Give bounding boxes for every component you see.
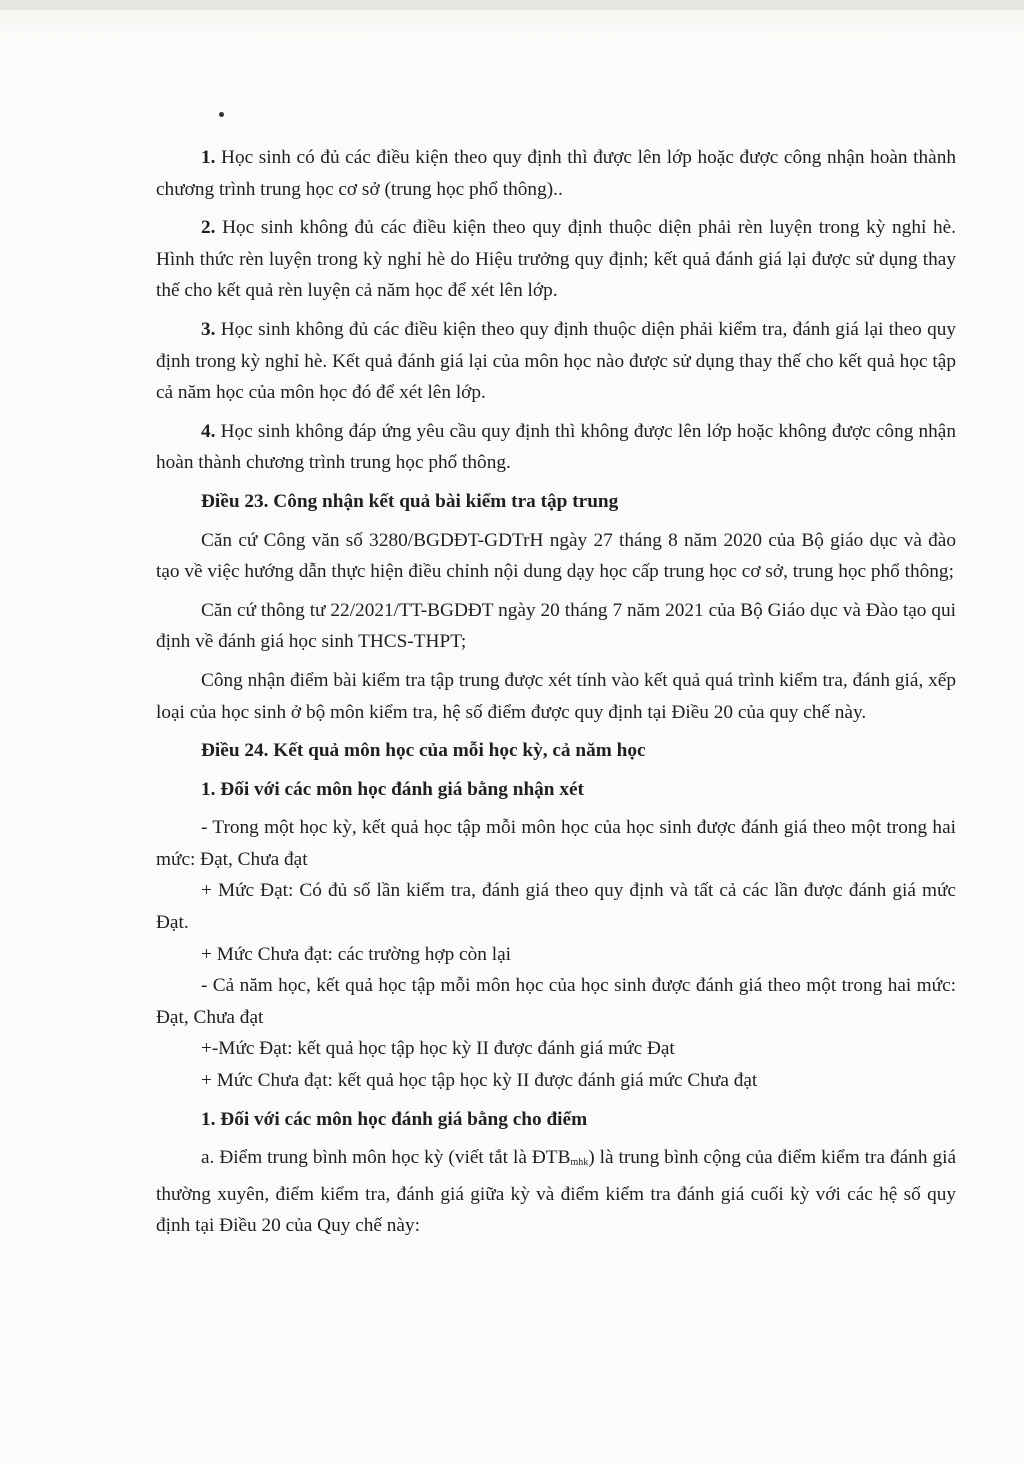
article-24-subheading-1: 1. Đối với các môn học đánh giá bằng nhận xét	[201, 778, 584, 800]
article-23-heading: Điều 23. Công nhận kết quả bài kiểm tra tập trung	[201, 490, 619, 512]
article-24-paragraph-a	[156, 1142, 956, 1242]
article-24-line-1: - Trong một học kỳ, kết quả học tập mỗi môn học của học sinh được đánh giá theo một trong hai mức: Đạt, Chưa đạt	[156, 817, 956, 870]
paragraph-a-start: a. Điểm trung bình môn học kỳ (viết tắt là ĐTB	[201, 1147, 571, 1169]
item-3-text: Học sinh không đủ các điều kiện theo quy định thuộc diện phải kiểm tra, đánh giá lại theo quy định trong kỳ nghỉ hè. Kết quả đánh giá lại của môn học nào được sử dụng thay thế cho kết quả học tập cả năm học của môn học đó để xét lên lớp.	[156, 318, 956, 404]
article-24-line-6: + Mức Chưa đạt: kết quả học tập học kỳ II được đánh giá mức Chưa đạt	[201, 1070, 758, 1092]
item-1	[156, 142, 956, 205]
article-24-line-5: +-Mức Đạt: kết quả học tập học kỳ II được đánh giá mức Đạt	[201, 1038, 675, 1060]
scan-top-edge	[0, 0, 1024, 10]
article-24-line-4: - Cả năm học, kết quả học tập mỗi môn học của học sinh được đánh giá theo một trong hai mức: Đạt, Chưa đạt	[156, 975, 956, 1028]
paragraph-a-end: ) là trung bình cộng của điểm kiểm tra đánh giá thường xuyên, điểm kiểm tra, đánh giá giữa kỳ và điểm kiểm tra đánh giá cuối kỳ với các hệ số quy định tại Điều 20 của Quy chế này:	[156, 1147, 956, 1237]
scan-dot-mark	[219, 112, 224, 117]
article-24-heading: Điều 24. Kết quả môn học của mỗi học kỳ, cả năm học	[201, 740, 646, 762]
article-24-line-2: + Mức Đạt: Có đủ số lần kiểm tra, đánh giá theo quy định và tất cả các lần được đánh giá mức Đạt.	[156, 880, 956, 934]
article-23-paragraph-1: Căn cứ Công văn số 3280/BGDĐT-GDTrH ngày 27 tháng 8 năm 2020 của Bộ giáo dục và đào tạo về việc hướng dẫn thực hiện điều chỉnh nội dung dạy học cấp trung học cơ sở, trung học phổ thông;	[156, 529, 956, 583]
item-4-text: Học sinh không đáp ứng yêu cầu quy định thì không được lên lớp hoặc không được công nhận hoàn thành chương trình trung học phổ thông.	[156, 420, 956, 474]
item-4-number: 4.	[201, 420, 216, 442]
item-3-number: 3.	[201, 318, 216, 340]
item-4	[156, 416, 956, 479]
item-1-text: Học sinh có đủ các điều kiện theo quy định thì được lên lớp hoặc được công nhận hoàn thành chương trình trung học cơ sở (trung học phổ thông)..	[156, 147, 956, 200]
item-2-number: 2.	[201, 217, 216, 239]
item-2	[156, 212, 956, 307]
article-23-paragraph-3: Công nhận điểm bài kiểm tra tập trung được xét tính vào kết quả quá trình kiểm tra, đánh giá, xếp loại của học sinh ở bộ môn kiểm tra, hệ số điểm được quy định tại Điều 20 của quy chế này.	[156, 669, 956, 723]
article-23-paragraph-2: Căn cứ thông tư 22/2021/TT-BGDĐT ngày 20 tháng 7 năm 2021 của Bộ Giáo dục và Đào tạo qui định về đánh giá học sinh THCS-THPT;	[156, 599, 956, 653]
item-3	[156, 314, 956, 409]
item-1-number: 1.	[201, 147, 216, 168]
article-24-subheading-2: 1. Đối với các môn học đánh giá bằng cho điểm	[201, 1108, 588, 1130]
document-body	[156, 142, 956, 1249]
paragraph-a-subscript: mhk	[570, 1157, 589, 1169]
article-24-line-3: + Mức Chưa đạt: các trường hợp còn lại	[201, 943, 511, 965]
item-2-text: Học sinh không đủ các điều kiện theo quy định thuộc diện phải rèn luyện trong kỳ nghỉ hè. Hình thức rèn luyện trong kỳ nghỉ hè do Hiệu trưởng quy định; kết quả đánh giá lại được sử dụng thay thế cho kết quả rèn luyện cả năm học để xét lên lớp.	[156, 217, 956, 302]
